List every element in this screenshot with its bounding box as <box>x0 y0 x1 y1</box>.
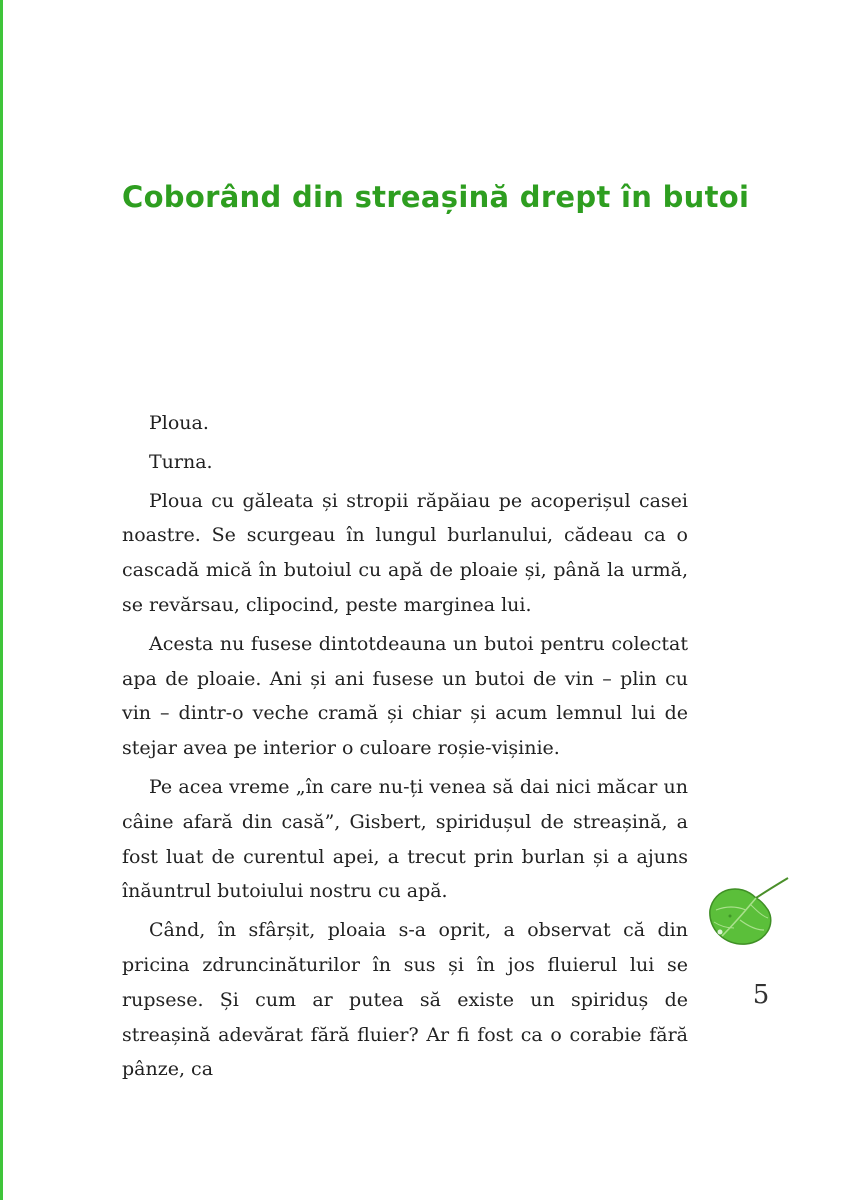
paragraph: Acesta nu fusese dintotdeauna un butoi pentru colectat apa de ploaie. Ani și ani fusese un butoi de vin – plin cu vin – dintr-o veche cramă și chiar și acum lemnul lui de stejar avea pe interior o culoare roșie-vișinie. <box>122 632 688 760</box>
leaf-icon <box>706 876 790 948</box>
paragraph: Când, în sfârșit, ploaia s-a oprit, a observat că din pricina zdruncinăturilor în sus și în jos fluierul lui se rupsese. Și cum ar putea să existe un spiriduș de streașină adevărat fără fluier? Ar fi fost ca o corabie fără pânze, ca <box>122 919 688 1081</box>
page-number: 5 <box>752 980 770 1010</box>
paragraph: Ploua cu găleata și stropii răpăiau pe acoperișul casei noastre. Se scurgeau în lungul burlanului, cădeau ca o cascadă mică în butoiul cu apă de ploaie și, până la urmă, se revărsau, clipocind, peste marginea lui. <box>122 489 688 616</box>
page-edge-bar <box>0 0 3 1200</box>
paragraph: Turna. <box>149 450 213 473</box>
paragraph: Pe acea vreme „în care nu-ți venea să dai nici măcar un câine afară din casă”, Gisbert, spiridușul de streașină, a fost luat de curentul apei, a trecut prin burlan și a ajuns înăuntrul butoiului nostru cu apă. <box>122 775 688 903</box>
paragraph: Ploua. <box>149 412 209 434</box>
chapter-title: Coborând din streașină drept în butoi <box>122 180 750 214</box>
chapter-body <box>122 406 688 1091</box>
